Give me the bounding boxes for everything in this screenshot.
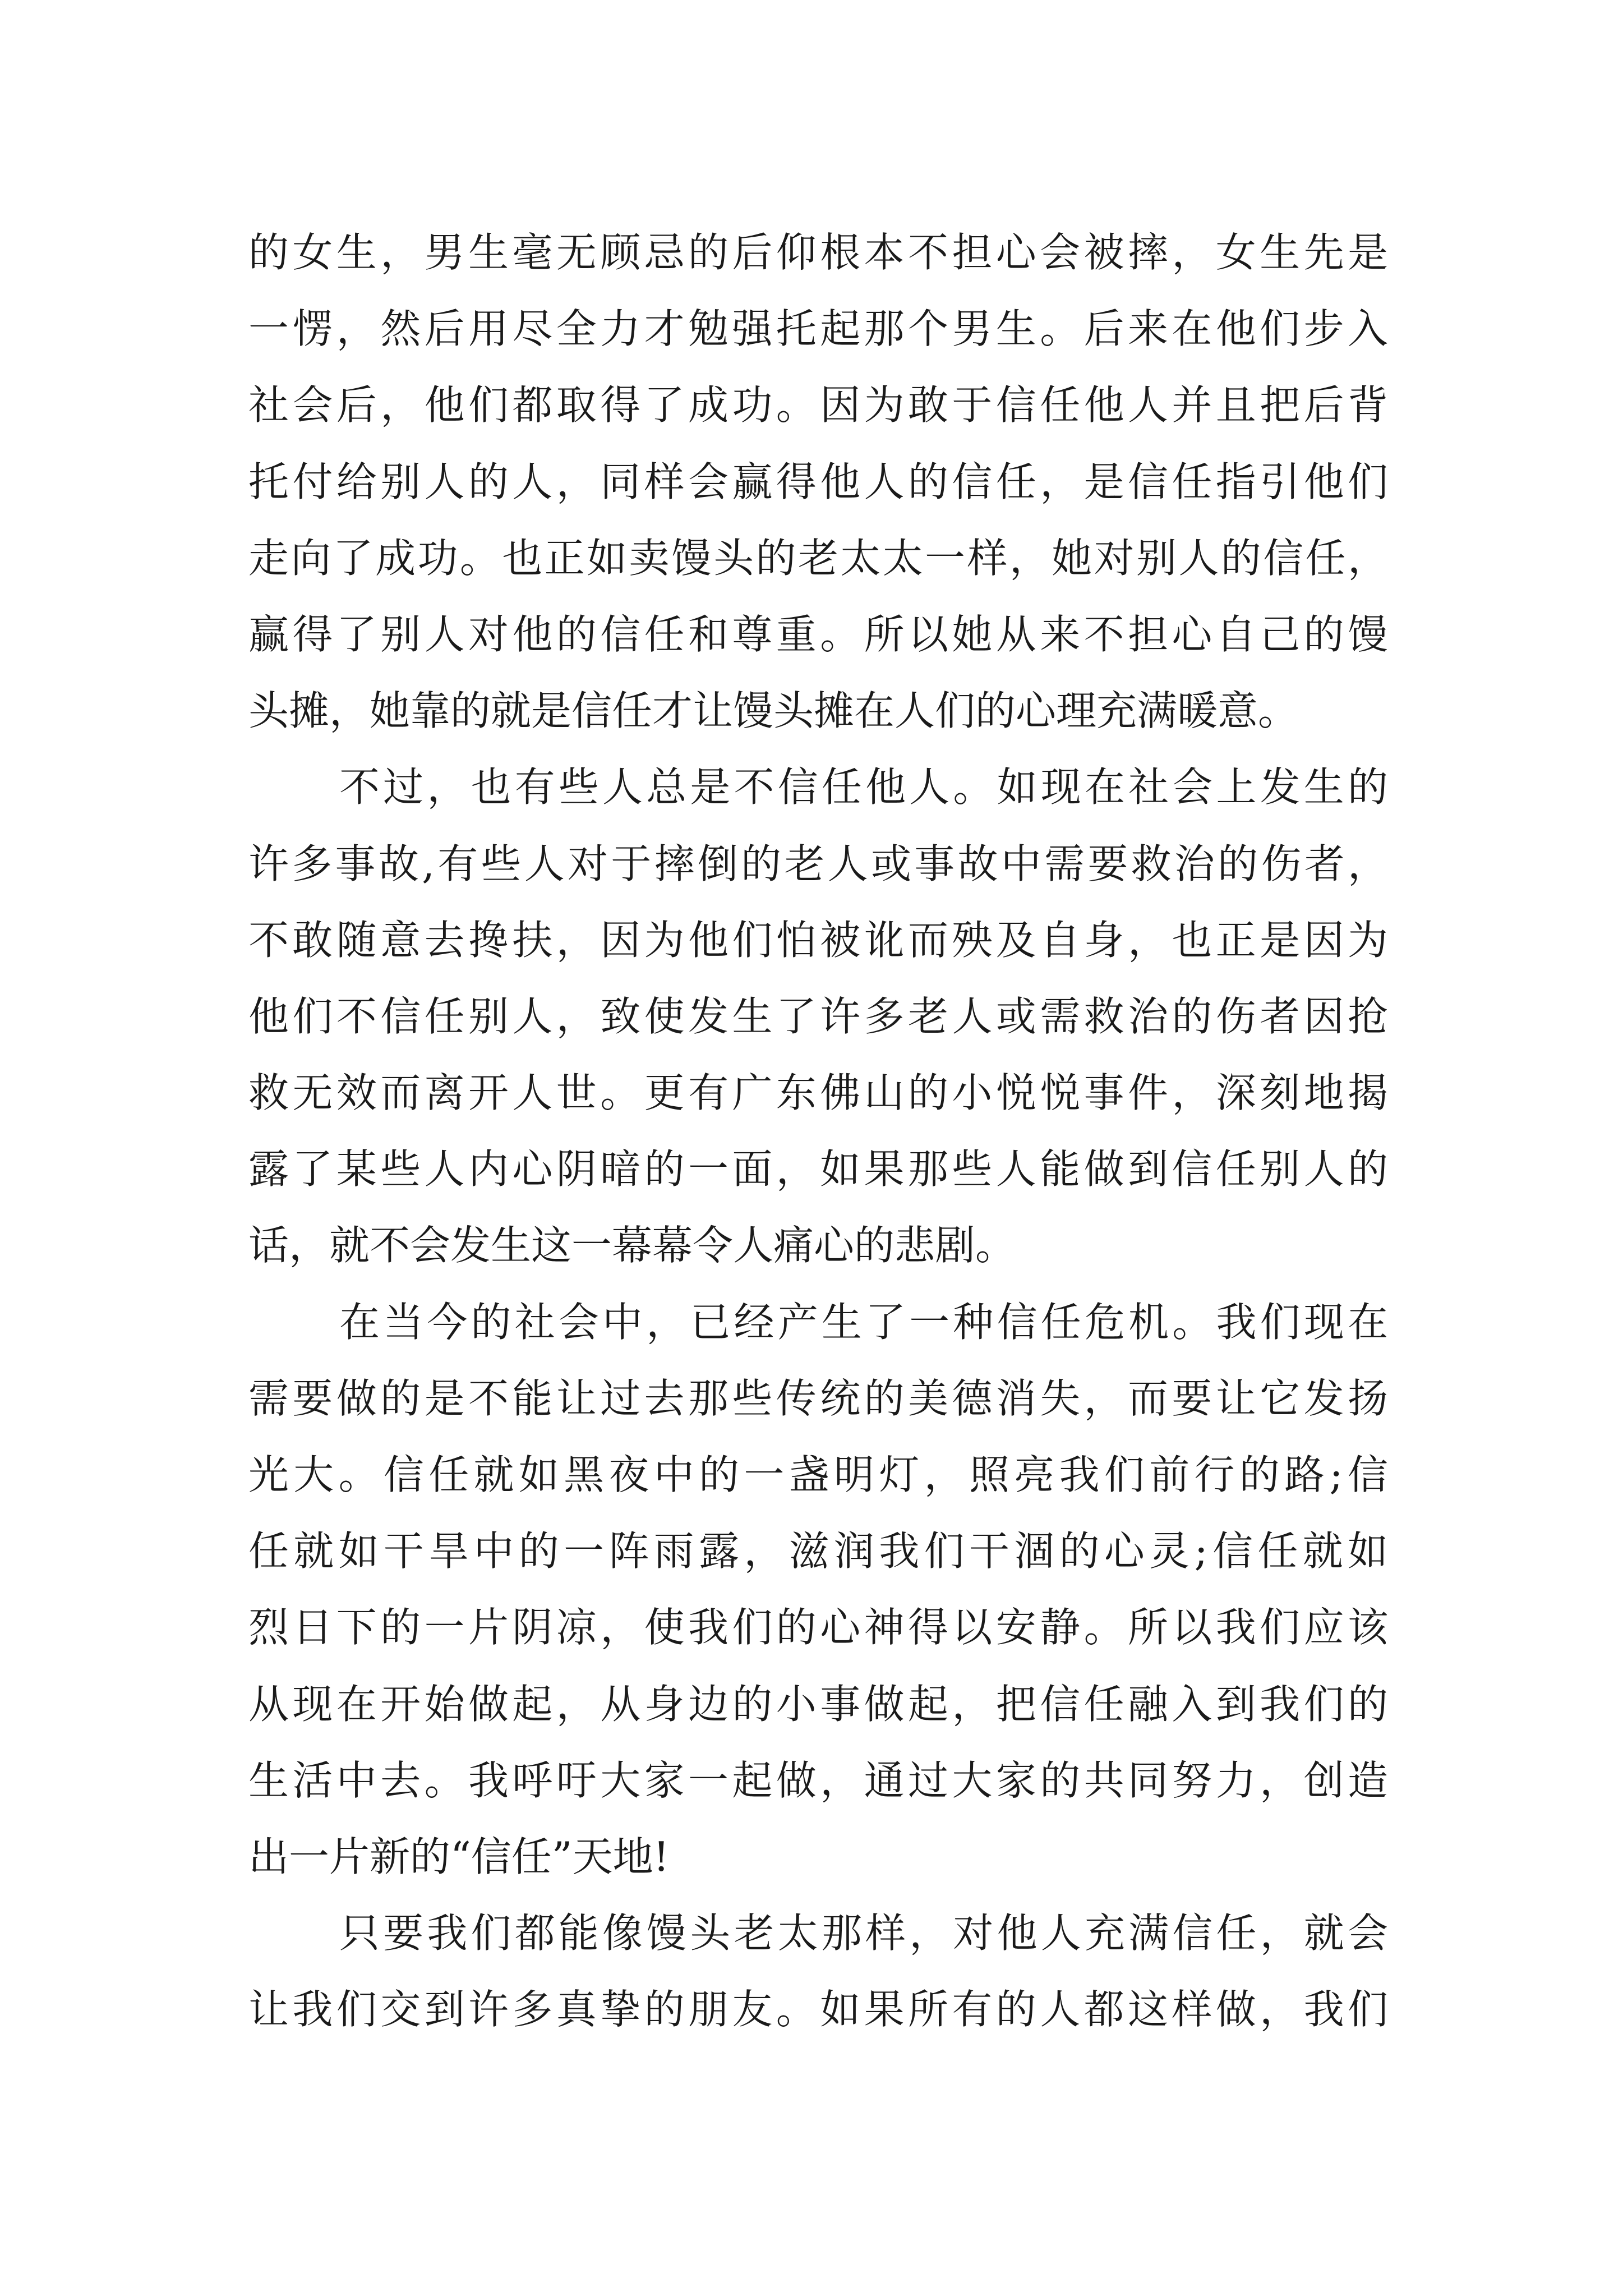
text-line-19: 烈日下的一片阴凉，使我们的心神得以安静。所以我们应该 <box>248 1604 1388 1651</box>
text-line-14: 话，就不会发生这一幕幕令人痛心的悲剧。 <box>248 1222 1016 1269</box>
text-line-5: 走向了成功。也正如卖馒头的老太太一样，她对别人的信任， <box>248 534 1388 582</box>
text-line-6: 赢得了别人对他的信任和尊重。所以她从来不担心自己的馒 <box>248 610 1388 658</box>
text-line-18: 任就如干旱中的一阵雨露，滋润我们干涸的心灵;信任就如 <box>248 1527 1388 1575</box>
text-line-22: 出一片新的“信任”天地! <box>248 1833 670 1880</box>
text-line-17: 光大。信任就如黑夜中的一盏明灯，照亮我们前行的路;信 <box>248 1451 1388 1498</box>
text-line-7: 头摊，她靠的就是信任才让馒头摊在人们的心理充满暖意。 <box>248 687 1299 735</box>
text-line-13: 露了某些人内心阴暗的一面，如果那些人能做到信任别人的 <box>248 1145 1388 1193</box>
text-line-2: 一愣，然后用尽全力才勉强托起那个男生。后来在他们步入 <box>248 305 1388 353</box>
text-line-15: 在当今的社会中，已经产生了一种信任危机。我们现在 <box>339 1298 1388 1346</box>
text-line-20: 从现在开始做起，从身边的小事做起，把信任融入到我们的 <box>248 1680 1388 1728</box>
text-line-4: 托付给别人的人，同样会赢得他人的信任，是信任指引他们 <box>248 458 1388 505</box>
text-line-8: 不过，也有些人总是不信任他人。如现在社会上发生的 <box>339 763 1388 811</box>
text-line-1: 的女生，男生毫无顾忌的后仰根本不担心会被摔，女生先是 <box>248 229 1388 276</box>
text-line-24: 让我们交到许多真挚的朋友。如果所有的人都这样做，我们 <box>248 1986 1388 2033</box>
text-line-9: 许多事故,有些人对于摔倒的老人或事故中需要救治的伤者， <box>248 840 1388 887</box>
text-line-10: 不敢随意去搀扶，因为他们怕被讹而殃及自身，也正是因为 <box>248 916 1388 964</box>
text-line-12: 救无效而离开人世。更有广东佛山的小悦悦事件，深刻地揭 <box>248 1069 1388 1117</box>
text-line-21: 生活中去。我呼吁大家一起做，通过大家的共同努力，创造 <box>248 1756 1388 1804</box>
text-line-23: 只要我们都能像馒头老太那样，对他人充满信任，就会 <box>339 1910 1388 1957</box>
text-line-11: 他们不信任别人，致使发生了许多老人或需救治的伤者因抢 <box>248 992 1388 1040</box>
body-text <box>248 214 1388 2048</box>
text-line-16: 需要做的是不能让过去那些传统的美德消失，而要让它发扬 <box>248 1374 1388 1422</box>
text-line-3: 社会后，他们都取得了成功。因为敢于信任他人并且把后背 <box>248 381 1388 429</box>
